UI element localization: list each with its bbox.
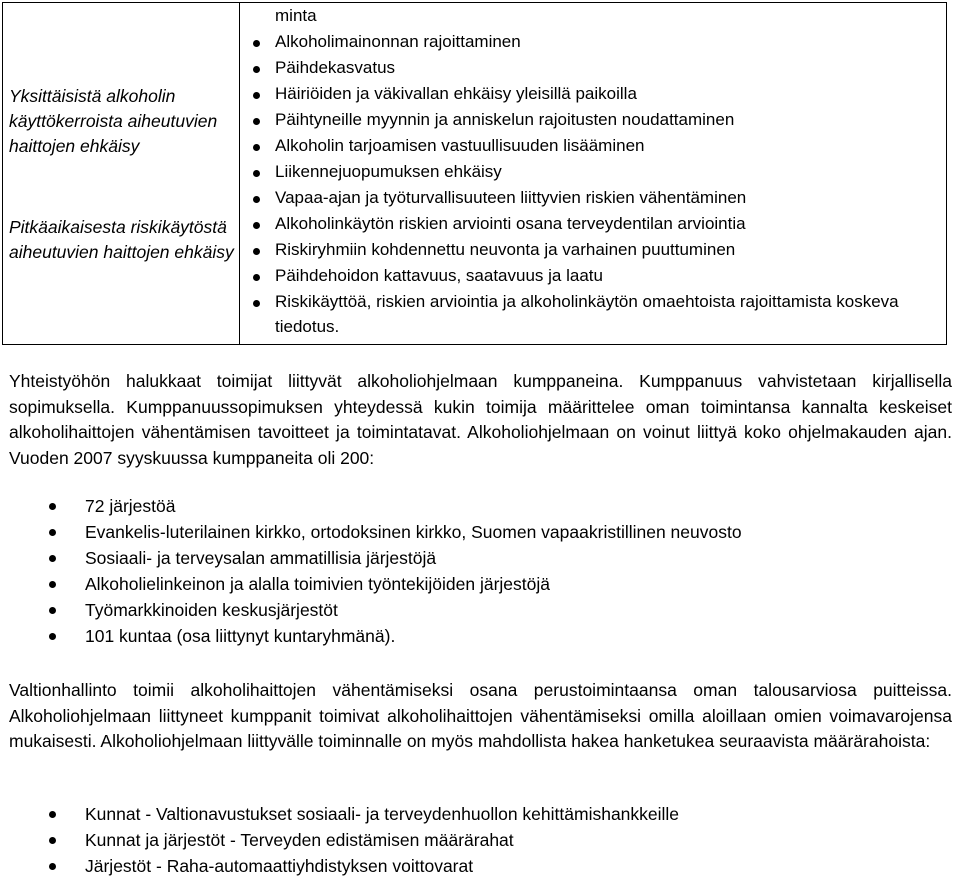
funding-list [0, 801, 679, 879]
list-item: Riskiryhmiin kohdennettu neuvonta ja varhainen puuttuminen [240, 237, 946, 263]
bullet-icon [253, 40, 260, 47]
list-item: Sosiaali- ja terveysalan ammatillisia järjestöjä [0, 545, 742, 571]
list-item: Kunnat - Valtionavustukset sosiaali- ja terveydenhuollon kehittämishankkeille [0, 801, 679, 827]
bullet-icon [49, 607, 56, 614]
bullet-icon [253, 144, 260, 151]
list-item: Häiriöiden ja väkivallan ehkäisy yleisillä paikoilla [240, 81, 946, 107]
table-right-cell [240, 3, 947, 345]
bullet-icon [49, 863, 56, 870]
government-paragraph: Valtionhallinto toimii alkoholihaittojen vähentämiseksi osana perustoimintaansa oman talousarviosa puitteissa. Alkoholiohjelmaan liittyneet kumppanit toimivat alkoholihaittojen vähentämiseksi omilla aloillaan omien voimavarojensa mukaisesti. Alkoholiohjelmaan liittyvälle toiminnalle on myös mahdollista hakea hanketukea seuraavista määrärahoista: [9, 680, 952, 751]
list-item: Kunnat ja järjestöt - Terveyden edistämisen määrärahat [0, 827, 679, 853]
bullet-icon [253, 248, 260, 255]
list-item: Alkoholin tarjoamisen vastuullisuuden lisääminen [240, 133, 946, 159]
list-item: Vapaa-ajan ja työturvallisuuteen liittyvien riskien vähentäminen [240, 185, 946, 211]
bullet-icon [49, 811, 56, 818]
list-item: Riskikäyttöä, riskien arviointia ja alkoholinkäytön omaehtoista rajoittamista koskeva tiedotus. [240, 289, 946, 339]
bullet-icon [253, 300, 260, 307]
list-item: Evankelis-luterilainen kirkko, ortodoksinen kirkko, Suomen vapaakristillinen neuvosto [0, 519, 742, 545]
measures-list [240, 3, 946, 339]
measures-table [2, 2, 947, 345]
bullet-icon [49, 529, 56, 536]
list-item: Alkoholielinkeinon ja alalla toimivien työntekijöiden järjestöjä [0, 571, 742, 597]
bullet-icon [49, 503, 56, 510]
bullet-icon [253, 222, 260, 229]
list-item: Alkoholimainonnan rajoittaminen [240, 29, 946, 55]
bullet-icon [253, 92, 260, 99]
bullet-icon [253, 196, 260, 203]
list-item: Alkoholinkäytön riskien arviointi osana terveydentilan arviointia [240, 211, 946, 237]
list-item: Päihtyneille myynnin ja anniskelun rajoitusten noudattaminen [240, 107, 946, 133]
bullet-icon [49, 837, 56, 844]
list-item: 72 järjestöä [0, 493, 742, 519]
bullet-icon [49, 581, 56, 588]
partnership-paragraph: Yhteistyöhön halukkaat toimijat liittyvät alkoholiohjelmaan kumppaneina. Kumppanuus vahvistetaan kirjallisella sopimuksella. Kumppanuussopimuksen yhteydessä kukin toimija määrittelee oman toimintansa kannalta keskeiset alkoholihaittojen vähentämisen tavoitteet ja toimintatavat. Alkoholiohjelmaan on voinut liittyä koko ohjelmakauden ajan. Vuoden 2007 syyskuussa kumppaneita oli 200: [9, 371, 952, 468]
category-label-single-use: Yksittäisistä alkoholin käyttökerroista aiheutuvien haittojen ehkäisy [9, 86, 218, 156]
bullet-icon [49, 633, 56, 640]
category-label-long-term: Pitkäaikaisesta riskikäytöstä aiheutuvien haittojen ehkäisy [9, 217, 234, 262]
list-item: Työmarkkinoiden keskusjärjestöt [0, 597, 742, 623]
bullet-icon [253, 118, 260, 125]
list-item-continuation: minta [275, 6, 317, 25]
list-item: Päihdekasvatus [240, 55, 946, 81]
list-item: Liikennejuopumuksen ehkäisy [240, 159, 946, 185]
bullet-icon [253, 66, 260, 73]
partners-list [0, 493, 742, 649]
bullet-icon [253, 274, 260, 281]
list-item: 101 kuntaa (osa liittynyt kuntaryhmänä). [0, 623, 742, 649]
list-item: Päihdehoidon kattavuus, saatavuus ja laatu [240, 263, 946, 289]
bullet-icon [49, 555, 56, 562]
list-item: Järjestöt - Raha-automaattiyhdistyksen voittovarat [0, 853, 679, 879]
bullet-icon [253, 170, 260, 177]
table-left-cell [3, 3, 240, 345]
